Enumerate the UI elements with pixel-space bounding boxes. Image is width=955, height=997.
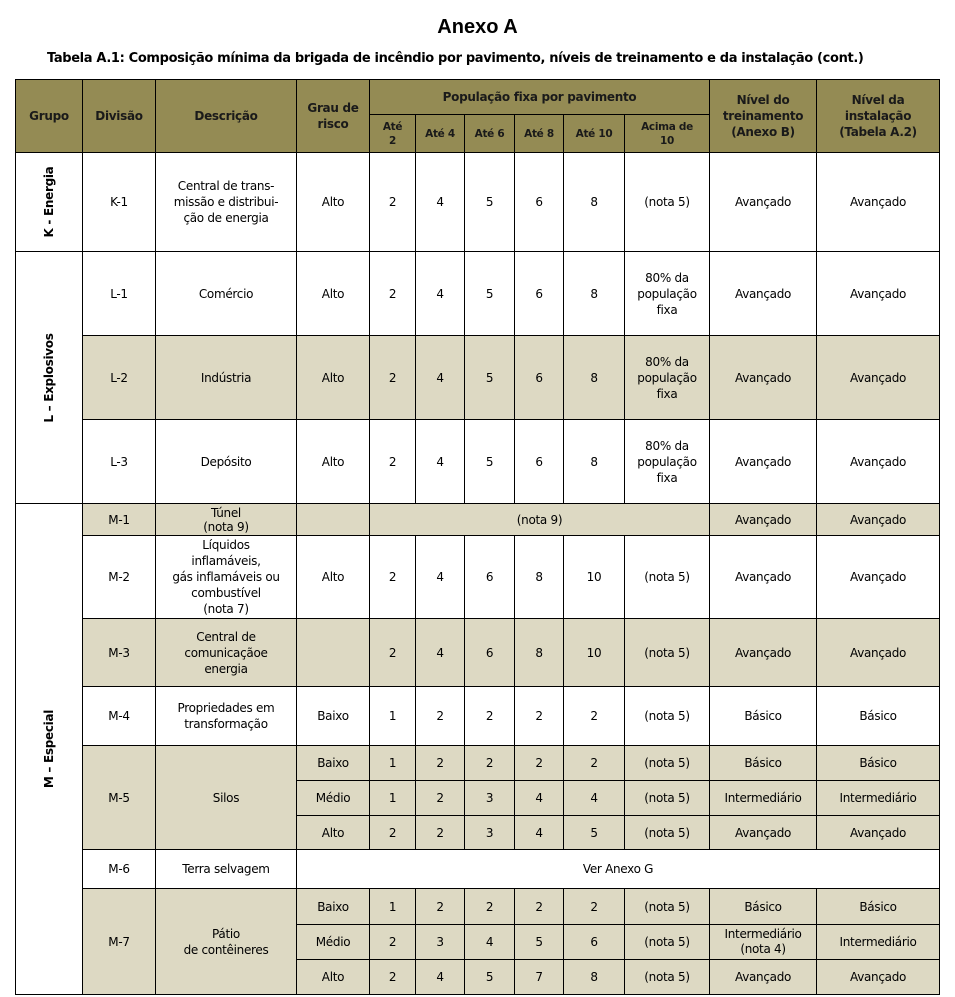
group-cell-m	[16, 504, 83, 995]
cell-ate4: 4	[416, 420, 465, 504]
cell-instalacao: Avançado	[817, 420, 940, 504]
cell-grau: Baixo	[297, 687, 370, 746]
cell-ate6: 3	[465, 816, 515, 850]
desc-line: Propriedades em	[177, 701, 275, 715]
cell-ate6: 5	[465, 252, 515, 336]
cell-divisao: M-2	[83, 536, 156, 619]
cell-instalacao: Básico	[817, 687, 940, 746]
cell-divisao: M-6	[83, 850, 156, 889]
cell-acima: (nota 5)	[625, 746, 710, 781]
desc-line: comunicaçãoe	[184, 645, 268, 660]
acima-line: população	[637, 454, 697, 469]
cell-ate10: 2	[564, 746, 625, 781]
cell-acima: (nota 5)	[625, 619, 710, 687]
cell-acima: (nota 5)	[625, 889, 710, 925]
cell-divisao: M-1	[83, 504, 156, 536]
cell-grau: Médio	[297, 781, 370, 816]
cell-ate10: 8	[564, 252, 625, 336]
cell-ate10: 10	[564, 619, 625, 687]
group-label-l: L – Explosivos	[42, 332, 56, 423]
cell-divisao: M-7	[83, 889, 156, 995]
cell-ate4: 2	[416, 781, 465, 816]
header-instalacao-line: (Tabela A.2)	[839, 125, 917, 139]
header-ate-8: Até 8	[515, 115, 564, 153]
table-row-m1	[16, 504, 940, 536]
desc-line: inflamáveis,	[191, 554, 261, 568]
acima-line: fixa	[656, 386, 678, 401]
desc-line: gás inflamáveis ou	[172, 570, 280, 584]
cell-treinamento: Avançado	[710, 336, 817, 420]
desc-line: transformação	[184, 717, 268, 731]
table-row-l2	[16, 336, 940, 420]
cell-ate4: 4	[416, 252, 465, 336]
cell-ate10: 6	[564, 925, 625, 960]
cell-descricao	[156, 153, 297, 252]
cell-grau: Alto	[297, 336, 370, 420]
cell-ate6: 5	[465, 153, 515, 252]
cell-treinamento: Básico	[710, 746, 817, 781]
cell-descricao	[156, 504, 297, 536]
cell-ate10: 8	[564, 420, 625, 504]
desc-line: Líquidos	[202, 538, 250, 552]
cell-instalacao: Avançado	[817, 619, 940, 687]
cell-ate8: 8	[515, 619, 564, 687]
cell-acima: (nota 5)	[625, 153, 710, 252]
header-ate-2	[370, 115, 416, 153]
cell-acima	[625, 336, 710, 420]
cell-acima: (nota 5)	[625, 925, 710, 960]
desc-line: energia	[204, 661, 248, 676]
cell-treinamento: Avançado	[710, 960, 817, 995]
cell-ate4: 4	[416, 536, 465, 619]
header-instalacao-line: instalação	[844, 109, 912, 123]
treinamento-line: (nota 4)	[740, 942, 786, 956]
cell-acima: (nota 5)	[625, 816, 710, 850]
acima-line: fixa	[656, 302, 678, 317]
cell-grau: Alto	[297, 816, 370, 850]
cell-instalacao: Avançado	[817, 816, 940, 850]
cell-ate2: 1	[370, 781, 416, 816]
header-ate-6: Até 6	[465, 115, 515, 153]
cell-ate10: 8	[564, 153, 625, 252]
cell-ate6: 2	[465, 746, 515, 781]
cell-acima: (nota 5)	[625, 960, 710, 995]
cell-instalacao: Intermediário	[817, 781, 940, 816]
cell-descricao	[156, 536, 297, 619]
desc-line: ção de energia	[183, 211, 269, 225]
table-row-m7-baixo	[16, 889, 940, 925]
desc-line: Central de trans-	[177, 179, 275, 193]
cell-ate8: 2	[515, 889, 564, 925]
cell-populacao-span: (nota 9)	[370, 504, 710, 536]
cell-ate8: 6	[515, 153, 564, 252]
cell-treinamento: Básico	[710, 889, 817, 925]
header-row	[16, 80, 940, 115]
acima-line: fixa	[656, 470, 678, 485]
cell-ate2: 2	[370, 153, 416, 252]
cell-descricao: Depósito	[156, 420, 297, 504]
cell-ate2: 2	[370, 816, 416, 850]
desc-line: Pátio	[212, 926, 240, 941]
cell-grau: Alto	[297, 252, 370, 336]
cell-ate2: 2	[370, 536, 416, 619]
header-ate-4: Até 4	[416, 115, 465, 153]
cell-ate2: 2	[370, 925, 416, 960]
cell-divisao: M-3	[83, 619, 156, 687]
cell-ate2: 1	[370, 687, 416, 746]
cell-divisao: M-4	[83, 687, 156, 746]
table-row-m3	[16, 619, 940, 687]
cell-treinamento	[710, 925, 817, 960]
cell-ate10: 4	[564, 781, 625, 816]
acima-line: população	[637, 370, 697, 385]
cell-ate8: 6	[515, 336, 564, 420]
cell-divisao: L-1	[83, 252, 156, 336]
header-grau-line: Grau de	[307, 101, 359, 115]
treinamento-line: Intermediário	[724, 927, 802, 941]
cell-instalacao: Básico	[817, 746, 940, 781]
cell-descricao	[156, 889, 297, 995]
cell-ate4: 4	[416, 153, 465, 252]
group-cell-l	[16, 252, 83, 504]
cell-ate4: 2	[416, 816, 465, 850]
desc-line: de contêineres	[183, 942, 269, 957]
cell-ate8: 6	[515, 420, 564, 504]
cell-ate6: 2	[465, 889, 515, 925]
cell-ate2: 1	[370, 889, 416, 925]
cell-treinamento: Avançado	[710, 252, 817, 336]
header-ate2-line: 2	[388, 134, 396, 147]
header-grupo: Grupo	[16, 80, 83, 153]
cell-descricao: Indústria	[156, 336, 297, 420]
header-nivel-instalacao	[817, 80, 940, 153]
cell-ate4: 3	[416, 925, 465, 960]
cell-ate10: 2	[564, 889, 625, 925]
table-row-m4	[16, 687, 940, 746]
cell-acima	[625, 420, 710, 504]
cell-instalacao: Básico	[817, 889, 940, 925]
header-ate2-line: Até	[382, 120, 403, 133]
cell-ate10: 10	[564, 536, 625, 619]
cell-ate10: 8	[564, 960, 625, 995]
cell-descricao	[156, 687, 297, 746]
header-acima-line: Acima de	[641, 120, 693, 133]
cell-instalacao: Avançado	[817, 536, 940, 619]
header-descricao: Descrição	[156, 80, 297, 153]
header-ate-10: Até 10	[564, 115, 625, 153]
cell-grau: Baixo	[297, 746, 370, 781]
cell-ate4: 2	[416, 687, 465, 746]
cell-descricao: Silos	[156, 746, 297, 850]
cell-instalacao: Avançado	[817, 153, 940, 252]
header-treinamento-line: treinamento	[722, 109, 804, 123]
cell-ate6: 5	[465, 960, 515, 995]
cell-treinamento: Avançado	[710, 619, 817, 687]
desc-line: Central de	[196, 629, 256, 644]
brigade-composition-table	[15, 79, 940, 995]
cell-treinamento: Básico	[710, 687, 817, 746]
cell-ate4: 2	[416, 746, 465, 781]
cell-treinamento: Avançado	[710, 536, 817, 619]
cell-ate6: 2	[465, 687, 515, 746]
cell-treinamento: Avançado	[710, 153, 817, 252]
cell-ate8: 7	[515, 960, 564, 995]
cell-instalacao: Avançado	[817, 252, 940, 336]
cell-grau: Alto	[297, 420, 370, 504]
cell-divisao: L-3	[83, 420, 156, 504]
cell-ate6: 5	[465, 336, 515, 420]
cell-ate8: 4	[515, 781, 564, 816]
cell-ate8: 2	[515, 687, 564, 746]
cell-grau	[297, 619, 370, 687]
table-row-k1	[16, 153, 940, 252]
cell-acima: (nota 5)	[625, 536, 710, 619]
header-treinamento-line: Nível do	[736, 93, 790, 107]
table-row-m6	[16, 850, 940, 889]
acima-line: 80% da	[645, 354, 689, 369]
cell-ate8: 5	[515, 925, 564, 960]
cell-instalacao: Avançado	[817, 336, 940, 420]
cell-ate6: 4	[465, 925, 515, 960]
cell-treinamento: Avançado	[710, 816, 817, 850]
cell-grau	[297, 504, 370, 536]
cell-divisao: M-5	[83, 746, 156, 850]
header-grau-de-risco	[297, 80, 370, 153]
desc-line: (nota 7)	[203, 602, 249, 616]
cell-instalacao: Intermediário	[817, 925, 940, 960]
cell-ate2: 2	[370, 252, 416, 336]
cell-divisao: K-1	[83, 153, 156, 252]
cell-treinamento: Avançado	[710, 420, 817, 504]
header-divisao: Divisão	[83, 80, 156, 153]
cell-ate2: 2	[370, 336, 416, 420]
acima-line: população	[637, 286, 697, 301]
cell-ate2: 2	[370, 619, 416, 687]
table-row-m2	[16, 536, 940, 619]
cell-ate6: 5	[465, 420, 515, 504]
page-title: Anexo A	[437, 16, 518, 38]
cell-grau: Alto	[297, 536, 370, 619]
cell-ate4: 4	[416, 960, 465, 995]
cell-ate2: 2	[370, 420, 416, 504]
cell-descricao: Terra selvagem	[156, 850, 297, 889]
header-acima-de-10	[625, 115, 710, 153]
group-label-m: M – Especial	[42, 709, 56, 789]
cell-grau: Alto	[297, 153, 370, 252]
cell-acima	[625, 252, 710, 336]
cell-descricao	[156, 619, 297, 687]
cell-ate4: 4	[416, 336, 465, 420]
desc-line: combustível	[191, 586, 261, 600]
group-label-k: K - Energia	[42, 166, 56, 238]
cell-instalacao: Avançado	[817, 960, 940, 995]
header-populacao: População fixa por pavimento	[370, 80, 710, 115]
cell-ate10: 2	[564, 687, 625, 746]
cell-ate6: 6	[465, 536, 515, 619]
cell-ate2: 2	[370, 960, 416, 995]
cell-treinamento: Intermediário	[710, 781, 817, 816]
cell-descricao: Comércio	[156, 252, 297, 336]
cell-ate8: 4	[515, 816, 564, 850]
acima-line: 80% da	[645, 438, 689, 453]
cell-ate4: 4	[416, 619, 465, 687]
table-caption: Tabela A.1: Composição mínima da brigada de incêndio por pavimento, níveis de treinamento e da instalação (cont.)	[47, 51, 864, 66]
cell-acima: (nota 5)	[625, 781, 710, 816]
desc-line: (nota 9)	[203, 519, 249, 534]
cell-instalacao: Avançado	[817, 504, 940, 536]
cell-ate6: 6	[465, 619, 515, 687]
cell-ate10: 5	[564, 816, 625, 850]
header-acima-line: 10	[660, 134, 675, 147]
cell-ate8: 8	[515, 536, 564, 619]
desc-line: missão e distribui-	[173, 195, 279, 209]
cell-grau: Alto	[297, 960, 370, 995]
table-row-m5-baixo	[16, 746, 940, 781]
group-cell-k	[16, 153, 83, 252]
cell-acima: (nota 5)	[625, 687, 710, 746]
header-nivel-treinamento	[710, 80, 817, 153]
cell-ate6: 3	[465, 781, 515, 816]
cell-ver-anexo-span: Ver Anexo G	[297, 850, 940, 889]
header-treinamento-line: (Anexo B)	[731, 125, 795, 139]
cell-ate4: 2	[416, 889, 465, 925]
cell-ate8: 2	[515, 746, 564, 781]
header-instalacao-line: Nível da	[851, 93, 905, 107]
table-row-l3	[16, 420, 940, 504]
cell-ate8: 6	[515, 252, 564, 336]
cell-ate10: 8	[564, 336, 625, 420]
cell-grau: Médio	[297, 925, 370, 960]
header-grau-line: risco	[317, 117, 349, 131]
cell-divisao: L-2	[83, 336, 156, 420]
acima-line: 80% da	[645, 270, 689, 285]
desc-line: Túnel	[211, 505, 241, 520]
cell-grau: Baixo	[297, 889, 370, 925]
cell-ate2: 1	[370, 746, 416, 781]
table-row-l1	[16, 252, 940, 336]
cell-treinamento: Avançado	[710, 504, 817, 536]
